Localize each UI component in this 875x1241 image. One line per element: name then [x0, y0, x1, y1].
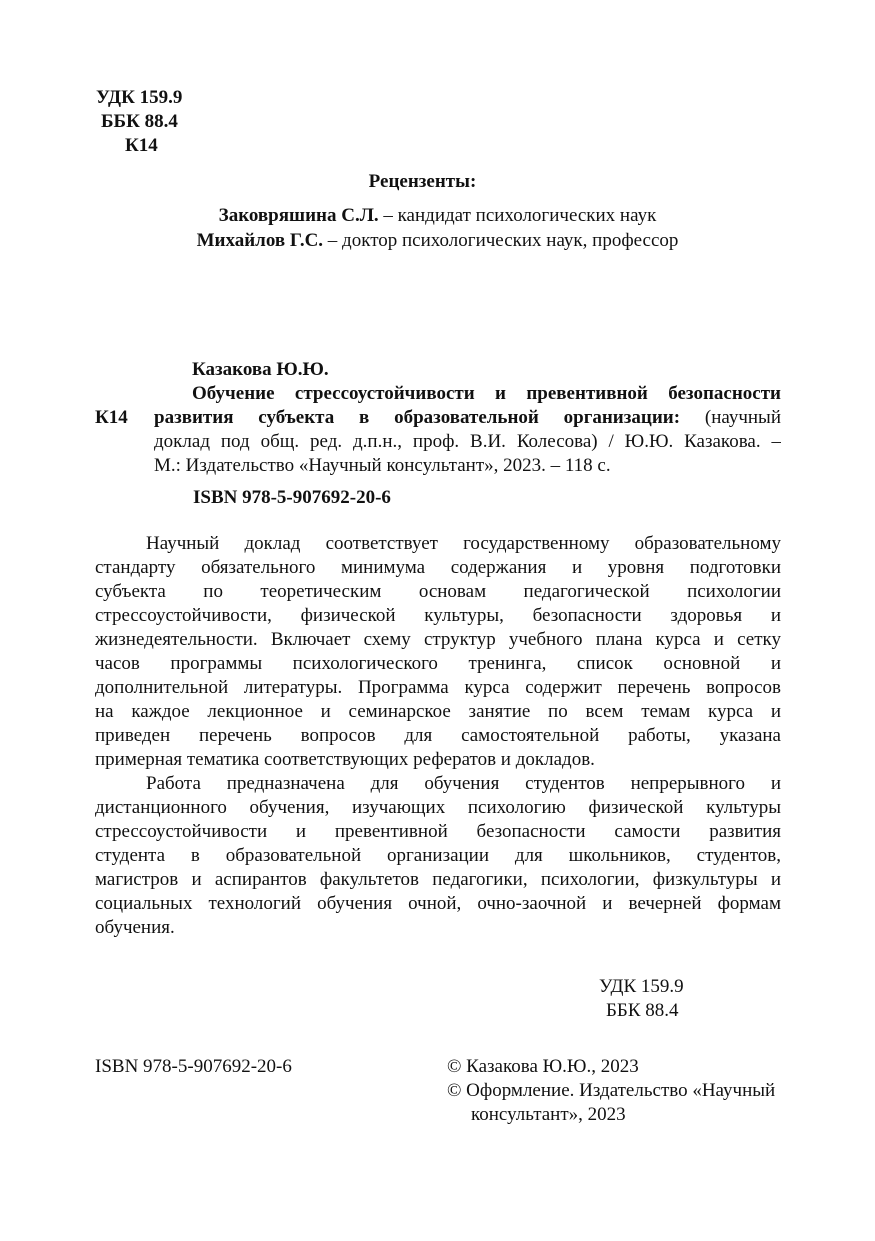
card-description	[154, 382, 781, 478]
card-author-mark: К14	[95, 407, 128, 428]
footer-udk: УДК 159.9	[599, 976, 684, 997]
author-mark: К14	[125, 135, 158, 156]
annotation-line: социальных технологий обучения очной, очно-заочной и вечерней формам	[95, 893, 781, 914]
annotation-line: жизнедеятельности. Включает схему структур учебного плана курса и сетку	[95, 629, 781, 650]
reviewers-title: Рецензенты:	[368, 171, 477, 192]
annotation-line: стандарту обязательного минимума содержания и уровня подготовки	[95, 557, 781, 578]
annotation-line: приведен перечень вопросов для самостоятельной работы, указана	[95, 725, 781, 746]
footer-bbk: ББК 88.4	[606, 1000, 679, 1021]
reviewer-description: – доктор психологических наук, профессор	[323, 230, 679, 251]
annotation-line: дистанционного обучения, изучающих психологию физической культуры	[95, 797, 781, 818]
card-title-bold: развития субъекта в образовательной организации:	[154, 407, 681, 428]
annotation-line: субъекта по теоретическим основам педагогической психологии	[95, 581, 781, 602]
reviewer-description: – кандидат психологических наук	[378, 205, 657, 226]
annotation-line: обучения.	[95, 917, 175, 938]
card-title-line	[154, 406, 781, 430]
annotation-line: Научный доклад соответствует государственному образовательному	[146, 533, 781, 554]
copyright-author: © Казакова Ю.Ю., 2023	[447, 1056, 639, 1077]
copyright-publisher: © Оформление. Издательство «Научный	[447, 1080, 776, 1101]
card-description-line: М.: Издательство «Научный консультант», 2023. – 118 с.	[154, 455, 611, 476]
reviewer-name: Михайлов Г.С.	[196, 230, 324, 251]
udk-code: УДК 159.9	[96, 87, 183, 108]
footer-isbn: ISBN 978-5-907692-20-6	[95, 1056, 292, 1077]
card-title-line: Обучение стрессоустойчивости и превентивной безопасности	[192, 383, 781, 404]
card-description-line: доклад под общ. ред. д.п.н., проф. В.И. Колесова) / Ю.Ю. Казакова. –	[154, 431, 781, 452]
reviewer-1	[0, 204, 875, 228]
bbk-code: ББК 88.4	[101, 111, 178, 132]
annotation-line: студента в образовательной организации для школьников, студентов,	[95, 845, 781, 866]
card-title-rest: (научный	[680, 407, 781, 428]
annotation-line: на каждое лекционное и семинарское занятие по всем темам курса и	[95, 701, 781, 722]
card-author: Казакова Ю.Ю.	[192, 359, 329, 380]
annotation-line: стрессоустойчивости, физической культуры, безопасности здоровья и	[95, 605, 781, 626]
annotation-line: магистров и аспирантов факультетов педагогики, психологии, физкультуры и	[95, 869, 781, 890]
reviewer-name: Заковряшина С.Л.	[218, 205, 379, 226]
annotation-line: примерная тематика соответствующих рефератов и докладов.	[95, 749, 595, 770]
annotation	[95, 532, 781, 940]
annotation-line: дополнительной литературы. Программа курса содержит перечень вопросов	[95, 677, 781, 698]
copyright-publisher-cont: консультант», 2023	[471, 1104, 626, 1125]
annotation-line: стрессоустойчивости и превентивной безопасности самости развития	[95, 821, 781, 842]
reviewer-2	[0, 229, 875, 253]
annotation-line: Работа предназначена для обучения студентов непрерывного и	[146, 773, 781, 794]
card-isbn: ISBN 978-5-907692-20-6	[193, 487, 391, 508]
annotation-line: часов программы психологического тренинга, список основной и	[95, 653, 781, 674]
